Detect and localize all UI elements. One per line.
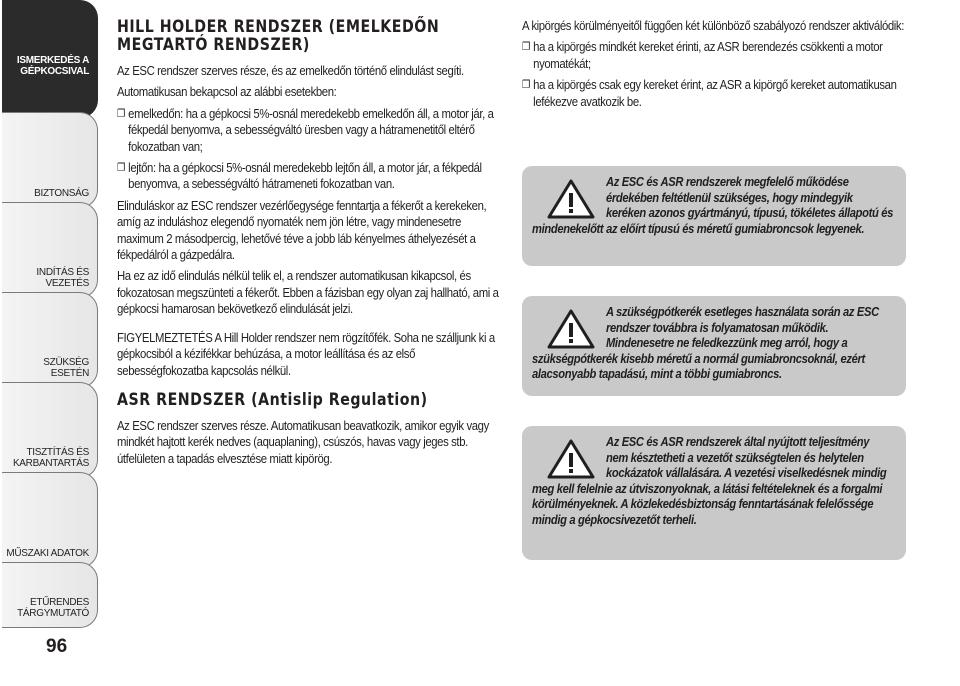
- paragraph: Ha ez az idő elindulás nélkül telik el, a rendszer automatikusan kikapcsol, és fokozatosan megszünteti a fékerőt. Ebben a fázisban egy olyan zaj hallható, ami a gépkocsi hamarosan bekövetkező elindulását jelzi.: [117, 268, 499, 317]
- warning-box: [522, 296, 906, 396]
- paragraph: Elinduláskor az ESC rendszer vezérlőegysége fenntartja a fékerőt a kerekeken, amíg az induláshoz elegendő nyomaték nem jön létre, vagy mindenesetre maximum 2 másodpercig, lehetővé téve a jobb láb kényelmes áthelyezését a fékpedálról a gázpedálra.: [117, 197, 487, 263]
- warning-text: Az ESC és ASR rendszerek megfelelő működése érdekében feltétlenül szükséges, hogy mindegyik keréken azonos gyártmányú, típusú, tökéletes állapotú és mindenekelőtt az előírt típusú és méretű gumiabroncsok legyenek.: [532, 174, 894, 236]
- tab-label: TISZTÍTÁS ÉS KARBANTARTÁS: [12, 447, 89, 469]
- checkbox-square-icon: ❐: [522, 40, 531, 54]
- left-column: [117, 18, 501, 467]
- list-item: [117, 106, 501, 155]
- right-column: [522, 18, 918, 110]
- list-item-text: ha a kipörgés csak egy kereket érint, az ASR a kipörgő kereket automatikusan lefékezve avatkozik be.: [533, 77, 897, 109]
- paragraph: Az ESC rendszer szerves része, és az emelkedőn történő elindulást segíti.: [117, 63, 464, 78]
- tab-label: SZÜKSÉG ESETÉN: [43, 357, 89, 379]
- tab-tisztitas[interactable]: [2, 382, 98, 478]
- tab-label: MŰSZAKI ADATOK: [6, 548, 89, 559]
- tab-label: BIZTONSÁG: [34, 188, 89, 199]
- tab-szukseg[interactable]: [2, 292, 98, 388]
- list-item-text: emelkedőn: ha a gépkocsi 5%-osnál meredekebb emelkedőn áll, a motor jár, a fékpedál benyomva, a sebességváltó üresben vagy a hátramenetitől eltérő fokozatban van;: [128, 105, 494, 154]
- tab-ismerkedes[interactable]: [2, 0, 98, 118]
- asr-heading: ASR RENDSZER (Antislip Regulation): [117, 389, 428, 409]
- warning-text: Az ESC és ASR rendszerek által nyújtott teljesítmény nem késztetheti a vezetőt szükségtelen és helytelen kockázatok vállalására. A vezetési viselkedésnek mindig meg kell felelnie az útviszonyoknak, a látási feltételeknek és a forgalmi körülményeknek. A közlekedésbiztonság fenntartásának felelőssége mindig a gépkocsivezetőt terheli.: [532, 434, 887, 527]
- tab-biztonsag[interactable]: [2, 112, 98, 208]
- tab-label: ISMERKEDÉS A GÉPKOCSIVAL: [16, 55, 89, 77]
- list-item: [522, 39, 918, 72]
- tab-label: ETŰRENDES TÁRGYMUTATÓ: [17, 597, 89, 619]
- list-item: [117, 160, 501, 193]
- warning-box: [522, 166, 906, 266]
- page-number: 96: [46, 636, 68, 657]
- chapter-tabs: [0, 0, 104, 686]
- tab-muszaki[interactable]: [2, 472, 98, 568]
- hill-holder-heading: HILL HOLDER RENDSZER (EMELKEDŐN MEGTARTÓ RENDSZER): [117, 17, 440, 54]
- list-item-text: lejtőn: ha a gépkocsi 5%-osnál meredekebb lejtőn áll, a motor jár, a fékpedál benyomva, a sebességváltó hátrameneti fokozatban van.: [128, 160, 482, 192]
- warning-box: [522, 426, 906, 560]
- paragraph: Automatikusan bekapcsol az alábbi esetekben:: [117, 84, 337, 100]
- tab-label: INDÍTÁS ÉS VEZETÉS: [36, 267, 89, 289]
- paragraph: A kipörgés körülményeitől függően két különböző szabályozó rendszer aktiválódik:: [522, 18, 904, 33]
- tab-targymutato[interactable]: [2, 562, 98, 628]
- warning-text: A szükségpótkerék esetleges használata során az ESC rendszer továbbra is folyamatosan működik. Mindenesetre ne feledkezzünk meg arról, hogy a szükségpótkerék kisebb méretű a normál gumiabroncsoknál, ezért alacsonyabb tapadású, mint a többi gumiabroncs.: [532, 304, 879, 381]
- checkbox-square-icon: ❐: [522, 78, 531, 92]
- checkbox-square-icon: ❐: [117, 161, 126, 175]
- warning-paragraph: FIGYELMEZTETÉS A Hill Holder rendszer nem rögzítőfék. Soha ne szálljunk ki a gépkocsiból a kézifékkar behúzása, a motor leállítása és az első sebességfokozatba kapcsolás nélkül.: [117, 329, 495, 378]
- checkbox-square-icon: ❐: [117, 106, 126, 120]
- paragraph: Az ESC rendszer szerves része. Automatikusan beavatkozik, amikor egyik vagy mindkét hajtott kerék nedves (aquaplaning), csúszós, havas vagy jeges stb. útfelületen a tapadás elvesztése miatt kipörög.: [117, 417, 489, 466]
- list-item-text: ha a kipörgés mindkét kereket érinti, az ASR berendezés csökkenti a motor nyomatékát;: [533, 39, 883, 71]
- tab-inditas[interactable]: [2, 202, 98, 298]
- list-item: [522, 77, 918, 110]
